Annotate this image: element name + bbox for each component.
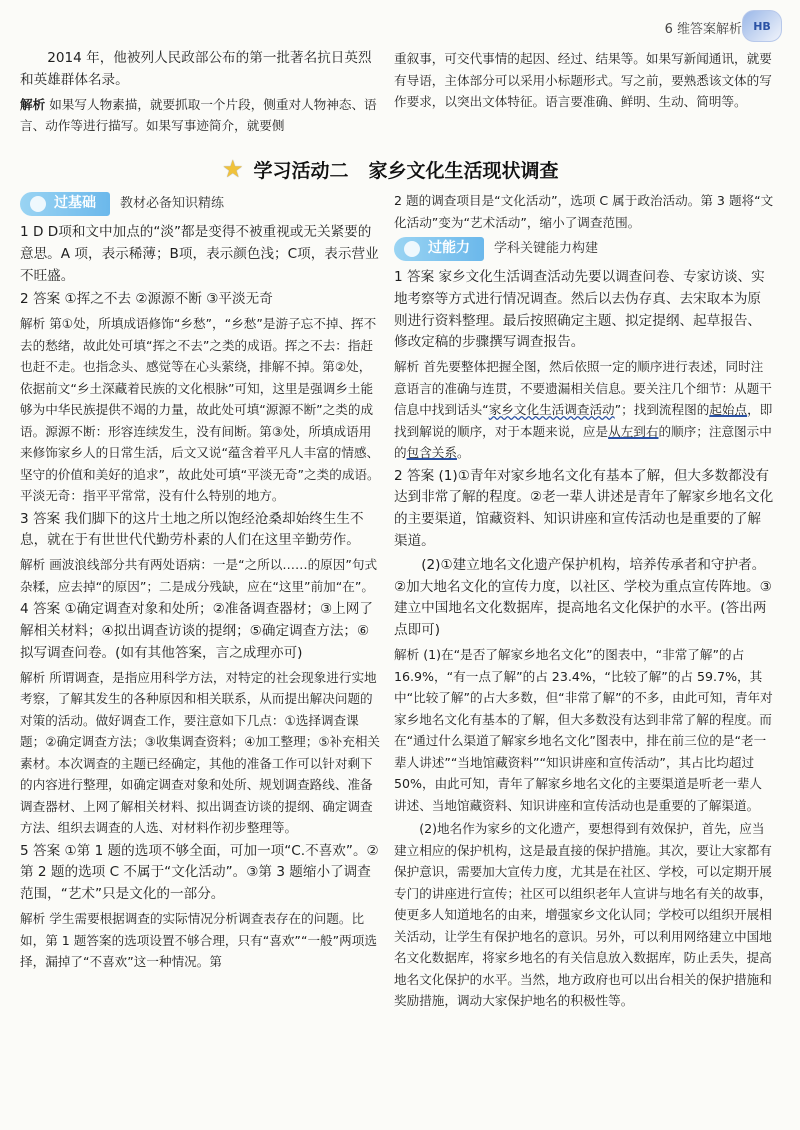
highlight-order: 从左到右 <box>608 423 659 439</box>
analysis-3: 解析 画波浪线部分共有两处语病：一是“之所以……的原因”句式杂糅，应去掉“的原因”；二是成分残缺，应在“这里”前加“在”。 <box>20 557 378 594</box>
section-title-part2: 家乡文化生活现状调查 <box>368 159 559 182</box>
left-column <box>20 190 382 975</box>
mascot-icon <box>404 241 420 257</box>
analysis-text: ”；找到流程图的 <box>614 402 710 418</box>
analysis-paragraph <box>20 94 382 137</box>
answer-1: 1 D D项和文中加点的“淡”都是变得不被重视或无关紧要的意思。A 项，表示稀薄；B项，表示颜色浅；C项，表示营业不旺盛。 <box>20 224 379 284</box>
answer-2: 2 答案 ①挥之不去 ②源源不断 ③平淡无奇 <box>20 291 273 308</box>
basics-subtitle: 教材必备知识精练 <box>120 196 225 212</box>
answer-4: 4 答案 ①确定调查对象和处所；②准备调查器材；③上网了解相关材料；④拟出调查访谈的提纲；⑤确定调查方法；⑥拟写调查问卷。(如有其他答案，言之成理亦可) <box>20 601 373 661</box>
mascot-icon <box>30 196 46 212</box>
star-icon: ★ <box>222 155 244 183</box>
highlight-start: 起始点 <box>709 402 748 418</box>
answer-5: 5 答案 ①第 1 题的选项不够全面，可加一项“C.不喜欢”。②第 2 题的选项 C 不属于“文化活动”。③第 3 题缩小了调查范围，“艺术”只是文化的一部分。 <box>20 842 379 903</box>
highlight-relation: 包含关系 <box>406 445 457 461</box>
corner-badge: HB <box>742 10 782 42</box>
paragraph: 2014 年，他被列人民政部公布的第一批著名抗日英烈和英雄群体名录。 <box>20 50 372 88</box>
ability-answer-1: 1 答案 家乡文化生活调查活动先要以调查问卷、专家访谈、实地考察等方式进行情况调查。然后以去伪存真、去宋取本为原则进行资料整理。最后按照确定主题、拟定提纲、起草报告、修改定稿的步骤撰写调查报告。 <box>394 269 765 351</box>
ability-band <box>394 235 774 263</box>
analysis-4: 解析 所谓调查，是指应用科学方法，对特定的社会现象进行实地考察，了解其发生的各种原因和相关联系，从而提出解决问题的对策的活动。做好调查工作，要注意如下几点：①选择调查课题；②确定调查方法；③收集调查资料；④加工整理；⑤补充相关素材。本次调查的主题已经确定，其他的准备工作可以针对剩下的内容进行整理，如确定调查对象和处所、规划调查路线、准备调查器材、上网了解相关材料、拟出调查访谈的提纲、确定调查方法、组织去调查的人选、对材料作初步整理等。 <box>20 669 381 836</box>
analysis-text: 如果写人物素描，就要抓取一个片段，侧重对人物神态、语言、动作等进行描写。如果写事迹简介，就要侧 <box>20 96 377 134</box>
ability-analysis-2-1: 解析 (1)在“是否了解家乡地名文化”的图表中，“非常了解”的占 16.9%，“有一点了解”的占 23.4%，“比较了解”的占 59.7%，其中“比较了解”的占大多数，但“非常了解”的不多，由此可知，青年对家乡地名文化有基本的了解，但大多数没有达到非常了解的程度。而在“通过什么渠道了解家乡地名文化”图表中，排在前三位的是“老一辈人讲述”“当地馆藏资料”“知识讲座和宣传活动”，其占比均超过 50%，由此可知，青年了解家乡地名文化的主要渠道是听老一辈人讲述、当地馆藏资料、知识讲座和宣传活动也是重要的了解渠道。 <box>394 647 773 813</box>
ability-title: 过能力 <box>428 240 470 257</box>
page-header: 6 维答案解析 <box>664 22 742 37</box>
basics-title: 过基础 <box>54 195 96 212</box>
analysis-label: 解析 <box>20 96 46 112</box>
section-title <box>222 154 602 184</box>
ability-answer-2-2: (2)①建立地名文化遗产保护机构，培养传承者和守护者。②加大地名文化的宣传力度，以社区、学校为重点宣传阵地。③建立中国地名文化数据库，提高地名文化保护的水平。(答出两点即可) <box>394 556 772 639</box>
analysis-5: 解析 学生需要根据调查的实际情况分析调查表存在的问题。比如，第 1 题答案的选项设置不够合理，只有“喜欢”“一般”两项选择，漏掉了“不喜欢”这一种情况。第 <box>20 911 377 970</box>
continuation-paragraph: 2 题的调查项目是“文化活动”，选项 C 属于政治活动。第 3 题将“文化活动”变为“艺术活动”，缩小了调查范围。 <box>394 193 774 230</box>
ability-analysis-2-2: (2)地名作为家乡的文化遗产，要想得到有效保护，首先，应当建立相应的保护机构，这是最直接的保护措施。其次，要让大家都有保护意识，需要加大宣传力度，尤其是在社区、学校，可以定期开展专门的讲座进行宣传；社区可以组织老年人宣讲与地名有关的故事，使更多人知道地名的由来，增强家乡文化认同；学校可以组织开展相关活动，让学生有保护地名的意识。另外，可以利用网络建立中国地名文化数据库，将家乡地名的有关信息放入数据库，防止丢失，提高地名文化保护的水平。当然，地方政府也可以出台相关的保护措施和奖励措施，调动大家保护地名的积极性等。 <box>394 821 772 1009</box>
analysis-text: 的顺序；注意图示中的 <box>394 423 772 461</box>
paragraph: 重叙事，可交代事情的起因、经过、结果等。如果写新闻通讯，就要有导语，主体部分可以采用小标题形式。写之前，要熟悉该文体的写作要求，以突出文体特征。语言要准确、鲜明、生动、简明等。 <box>394 51 772 109</box>
basics-band <box>20 190 382 218</box>
top-left-column <box>20 48 382 139</box>
ability-answer-2-1: 2 答案 (1)①青年对家乡地名文化有基本了解，但大多数都没有达到非常了解的程度。②老一辈人讲述是青年了解家乡地名文化的主要渠道，馆藏资料、知识讲座和宣传活动也是重要的了解渠道。 <box>394 467 774 550</box>
right-column <box>394 190 774 1014</box>
basics-pill <box>20 192 110 216</box>
ability-pill <box>394 237 484 261</box>
ability-subtitle: 学科关键能力构建 <box>494 241 599 257</box>
analysis-text: 。 <box>456 445 470 461</box>
analysis-text: ，即找到解说的顺序，对于本题来说，应是 <box>394 402 773 439</box>
analysis-text: 解析 首先要整体把握全图，然后依照一定的顺序进行表述，同时注意语言的准确与连贯，不要遗漏相关信息。要关注几个细节：从题干信息中找到话头“ <box>394 359 772 418</box>
analysis-2: 解析 第①处，所填成语修饰“乡愁”，“乡愁”是游子忘不掉、挥不去的愁绪，故此处可填“挥之不去”之类的成语。挥之不去：指赶也赶不走。也指念头、感觉等在心头萦绕，排解不掉。第②处，依据前文“乡土深藏着民族的文化根脉”可知，这里是强调乡土能够为中华民族提供不竭的力量，故此处可填“源源不断”之类的成语。源源不断：形容连续发生，没有间断。第③处，所填成语用来修饰家乡人的日常生活，后文又说“蕴含着平凡人丰富的情感、坚守的价值和美好的追求”，故此处可填“平淡无奇”之类的成语。平淡无奇：指平平常常，没有什么特别的地方。 <box>20 316 380 504</box>
top-right-column <box>394 48 774 115</box>
section-title-part1: 学习活动二 <box>253 159 349 182</box>
highlight-topic: 家乡文化生活调查活动 <box>488 402 615 418</box>
answer-3: 3 答案 我们脚下的这片土地之所以饱经沧桑却始终生生不息，就在于有世世代代勤劳朴素的人们在这里辛勤劳作。 <box>20 510 364 549</box>
ability-analysis-1 <box>394 356 774 464</box>
